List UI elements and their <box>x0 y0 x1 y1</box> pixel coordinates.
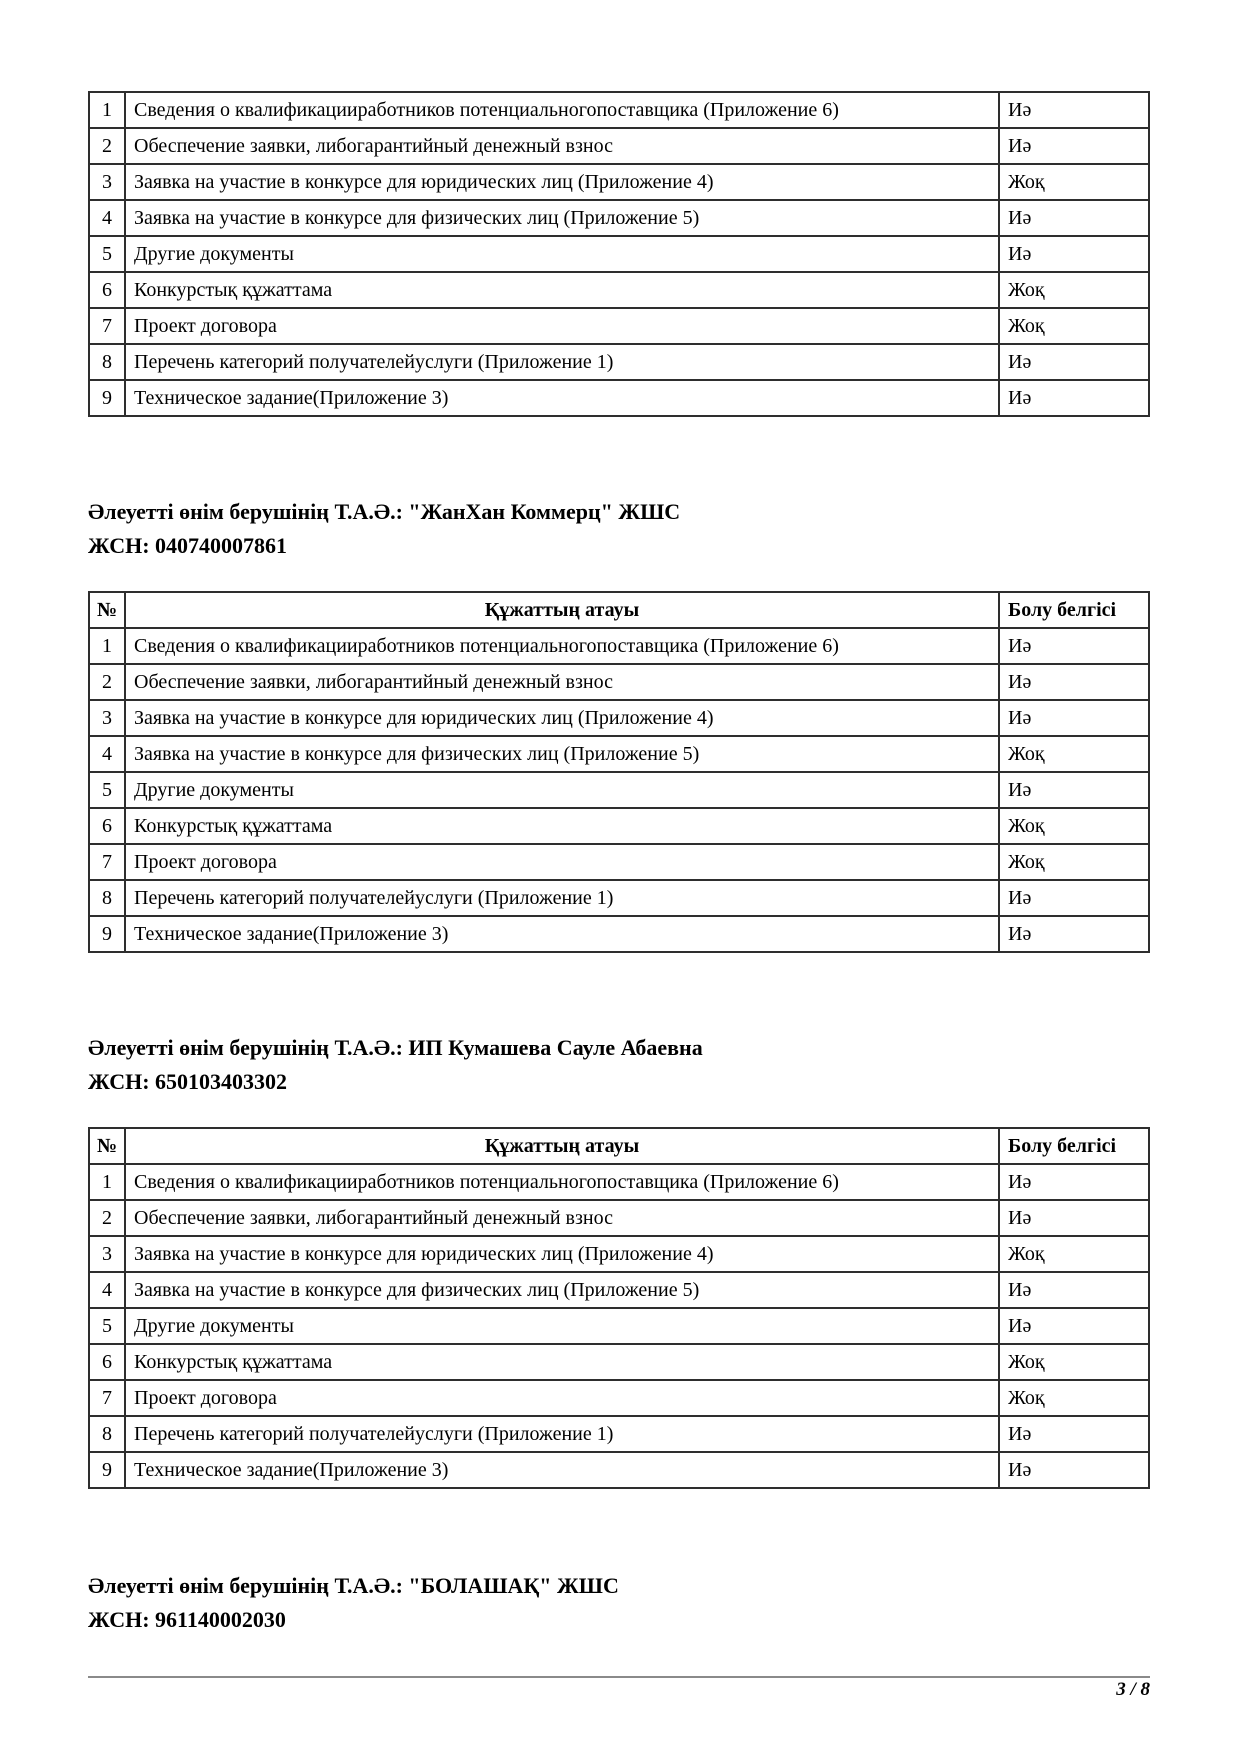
presence-flag-cell: Иә <box>999 664 1149 700</box>
supplier-heading <box>88 1569 1150 1637</box>
document-name-cell: Перечень категорий получателейуслуги (Приложение 1) <box>125 880 999 916</box>
table-row <box>89 1416 1149 1452</box>
row-number-cell: 5 <box>89 772 125 808</box>
presence-flag-cell: Жоқ <box>999 1344 1149 1380</box>
document-name-cell: Другие документы <box>125 772 999 808</box>
table-row <box>89 1236 1149 1272</box>
document-name-cell: Сведения о квалификацииработников потенциальногопоставщика (Приложение 6) <box>125 92 999 128</box>
presence-flag-cell: Жоқ <box>999 1236 1149 1272</box>
row-number-cell: 2 <box>89 664 125 700</box>
table-row <box>89 164 1149 200</box>
row-number-cell: 9 <box>89 380 125 416</box>
supplier-section-zhankhan-kommerts <box>88 495 1150 953</box>
table-row <box>89 700 1149 736</box>
document-name-cell: Техническое задание(Приложение 3) <box>125 916 999 952</box>
page-footer <box>88 1676 1150 1701</box>
row-number-cell: 4 <box>89 200 125 236</box>
row-number-cell: 6 <box>89 1344 125 1380</box>
row-number-cell: 1 <box>89 1164 125 1200</box>
row-number-cell: 3 <box>89 700 125 736</box>
document-name-cell: Заявка на участие в конкурсе для юридических лиц (Приложение 4) <box>125 164 999 200</box>
row-number-cell: 4 <box>89 736 125 772</box>
footer-divider <box>88 1676 1150 1678</box>
document-name-cell: Техническое задание(Приложение 3) <box>125 380 999 416</box>
supplier-section-kumasheva <box>88 1031 1150 1489</box>
presence-flag-cell: Иә <box>999 1452 1149 1488</box>
table-row <box>89 380 1149 416</box>
table-row <box>89 880 1149 916</box>
column-header-number: № <box>89 592 125 628</box>
table-row <box>89 1308 1149 1344</box>
document-name-cell: Конкурстық құжаттама <box>125 808 999 844</box>
document-name-cell: Обеспечение заявки, либогарантийный денежный взнос <box>125 664 999 700</box>
table-row <box>89 808 1149 844</box>
document-name-cell: Заявка на участие в конкурсе для физических лиц (Приложение 5) <box>125 736 999 772</box>
presence-flag-cell: Иә <box>999 880 1149 916</box>
row-number-cell: 6 <box>89 808 125 844</box>
supplier-name-line: Әлеуетті өнім берушінің Т.А.Ә.: "ЖанХан Коммерц" ЖШС <box>88 499 681 524</box>
document-name-cell: Проект договора <box>125 844 999 880</box>
document-name-cell: Техническое задание(Приложение 3) <box>125 1452 999 1488</box>
presence-flag-cell: Жоқ <box>999 1380 1149 1416</box>
table-header-row <box>89 1128 1149 1164</box>
row-number-cell: 1 <box>89 628 125 664</box>
table-row <box>89 772 1149 808</box>
presence-flag-cell: Иә <box>999 1200 1149 1236</box>
page-number: 3 / 8 <box>1116 1679 1150 1700</box>
document-name-cell: Заявка на участие в конкурсе для юридических лиц (Приложение 4) <box>125 1236 999 1272</box>
presence-flag-cell: Иә <box>999 628 1149 664</box>
document-name-cell: Проект договора <box>125 1380 999 1416</box>
table-row <box>89 200 1149 236</box>
table-row <box>89 664 1149 700</box>
table-row <box>89 736 1149 772</box>
table-row <box>89 344 1149 380</box>
supplier-section-bolashak <box>88 1569 1150 1637</box>
document-name-cell: Перечень категорий получателейуслуги (Приложение 1) <box>125 1416 999 1452</box>
row-number-cell: 9 <box>89 916 125 952</box>
presence-flag-cell: Иә <box>999 700 1149 736</box>
row-number-cell: 3 <box>89 164 125 200</box>
document-name-cell: Другие документы <box>125 236 999 272</box>
row-number-cell: 7 <box>89 1380 125 1416</box>
presence-flag-cell: Иә <box>999 1164 1149 1200</box>
document-name-cell: Заявка на участие в конкурсе для физических лиц (Приложение 5) <box>125 1272 999 1308</box>
document-name-cell: Заявка на участие в конкурсе для юридических лиц (Приложение 4) <box>125 700 999 736</box>
table-row <box>89 1164 1149 1200</box>
presence-flag-cell: Иә <box>999 1416 1149 1452</box>
presence-flag-cell: Иә <box>999 916 1149 952</box>
presence-flag-cell: Иә <box>999 128 1149 164</box>
document-name-cell: Перечень категорий получателейуслуги (Приложение 1) <box>125 344 999 380</box>
presence-flag-cell: Иә <box>999 236 1149 272</box>
documents-table <box>88 91 1150 417</box>
row-number-cell: 5 <box>89 236 125 272</box>
documents-table <box>88 591 1150 953</box>
table-row <box>89 128 1149 164</box>
supplier-name-line: Әлеуетті өнім берушінің Т.А.Ә.: ИП Кумашева Сауле Абаевна <box>88 1035 703 1060</box>
row-number-cell: 8 <box>89 880 125 916</box>
presence-flag-cell: Иә <box>999 200 1149 236</box>
row-number-cell: 9 <box>89 1452 125 1488</box>
row-number-cell: 6 <box>89 272 125 308</box>
table-row <box>89 1452 1149 1488</box>
presence-flag-cell: Иә <box>999 344 1149 380</box>
row-number-cell: 7 <box>89 308 125 344</box>
supplier-bin-line: ЖСН: 961140002030 <box>88 1607 286 1632</box>
supplier-heading <box>88 1031 1150 1099</box>
presence-flag-cell: Иә <box>999 1308 1149 1344</box>
column-header-document-name: Құжаттың атауы <box>125 592 999 628</box>
row-number-cell: 7 <box>89 844 125 880</box>
document-name-cell: Другие документы <box>125 1308 999 1344</box>
table-row <box>89 1272 1149 1308</box>
document-name-cell: Обеспечение заявки, либогарантийный денежный взнос <box>125 1200 999 1236</box>
table-row <box>89 308 1149 344</box>
table-row <box>89 1380 1149 1416</box>
table-row <box>89 1344 1149 1380</box>
presence-flag-cell: Жоқ <box>999 808 1149 844</box>
presence-flag-cell: Иә <box>999 92 1149 128</box>
row-number-cell: 5 <box>89 1308 125 1344</box>
row-number-cell: 3 <box>89 1236 125 1272</box>
document-name-cell: Заявка на участие в конкурсе для физических лиц (Приложение 5) <box>125 200 999 236</box>
supplier-bin-line: ЖСН: 040740007861 <box>88 533 288 558</box>
table-row <box>89 628 1149 664</box>
column-header-presence-flag: Болу белгісі <box>999 1128 1149 1164</box>
presence-flag-cell: Иә <box>999 380 1149 416</box>
table-row <box>89 844 1149 880</box>
presence-flag-cell: Жоқ <box>999 308 1149 344</box>
table-row <box>89 1200 1149 1236</box>
table-row <box>89 236 1149 272</box>
documents-table <box>88 1127 1150 1489</box>
presence-flag-cell: Жоқ <box>999 164 1149 200</box>
presence-flag-cell: Жоқ <box>999 272 1149 308</box>
column-header-presence-flag: Болу белгісі <box>999 592 1149 628</box>
document-name-cell: Проект договора <box>125 308 999 344</box>
presence-flag-cell: Иә <box>999 1272 1149 1308</box>
row-number-cell: 8 <box>89 1416 125 1452</box>
supplier-heading <box>88 495 1150 563</box>
table-row <box>89 272 1149 308</box>
supplier-bin-line: ЖСН: 650103403302 <box>88 1069 288 1094</box>
presence-flag-cell: Жоқ <box>999 844 1149 880</box>
row-number-cell: 2 <box>89 1200 125 1236</box>
table-row <box>89 916 1149 952</box>
supplier-section-continued <box>88 91 1150 417</box>
row-number-cell: 8 <box>89 344 125 380</box>
document-name-cell: Сведения о квалификацииработников потенциальногопоставщика (Приложение 6) <box>125 1164 999 1200</box>
table-header-row <box>89 592 1149 628</box>
document-name-cell: Обеспечение заявки, либогарантийный денежный взнос <box>125 128 999 164</box>
document-name-cell: Конкурстық құжаттама <box>125 1344 999 1380</box>
row-number-cell: 4 <box>89 1272 125 1308</box>
presence-flag-cell: Жоқ <box>999 736 1149 772</box>
column-header-number: № <box>89 1128 125 1164</box>
table-row <box>89 92 1149 128</box>
row-number-cell: 2 <box>89 128 125 164</box>
row-number-cell: 1 <box>89 92 125 128</box>
document-name-cell: Конкурстық құжаттама <box>125 272 999 308</box>
supplier-name-line: Әлеуетті өнім берушінің Т.А.Ә.: "БОЛАШАҚ" ЖШС <box>88 1573 619 1598</box>
document-name-cell: Сведения о квалификацииработников потенциальногопоставщика (Приложение 6) <box>125 628 999 664</box>
presence-flag-cell: Иә <box>999 772 1149 808</box>
column-header-document-name: Құжаттың атауы <box>125 1128 999 1164</box>
